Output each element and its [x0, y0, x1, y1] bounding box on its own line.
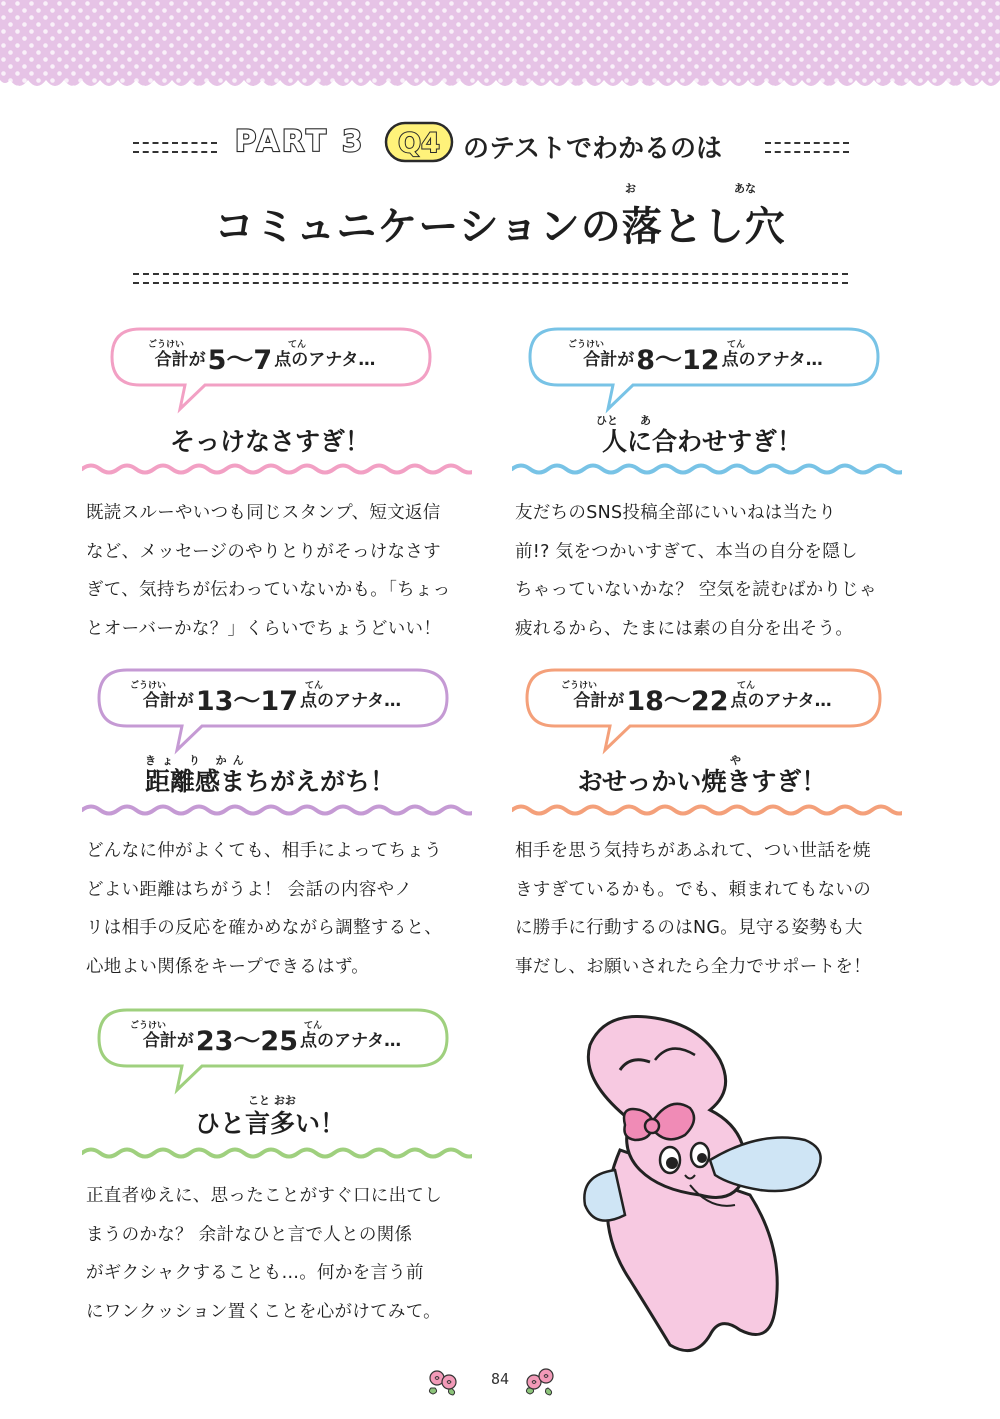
- body-line: きすぎているかも。でも、頼まれてもないの: [515, 879, 871, 900]
- score-bubble-5-7: [110, 327, 440, 395]
- heading-furigana: きょ り かん: [145, 754, 250, 767]
- score-range: 23～25: [195, 1025, 298, 1057]
- q4-badge-label: Q4: [398, 128, 440, 159]
- result-heading-5-7: そっけなさすぎ！: [169, 427, 370, 456]
- wavy-divider-orange: [512, 803, 902, 817]
- result-heading-18-22: おせっかい焼きすぎ！: [577, 767, 827, 796]
- furigana-goukei: ごうけい: [568, 340, 605, 350]
- score-prefix: 合計が: [154, 349, 206, 370]
- score-suffix: 点のアナタ…: [300, 690, 402, 711]
- wavy-divider-pink: [82, 462, 472, 476]
- page-title: コミュニケーションの落とし穴: [214, 204, 786, 250]
- body-line: 既読スルーやいつも同じスタンプ、短文返信: [86, 503, 441, 523]
- heading-furigana: こと おお: [248, 1094, 296, 1107]
- result-body-18-22: [515, 832, 907, 986]
- score-suffix: 点のアナタ…: [721, 349, 823, 370]
- result-heading-13-17: 距離感まちがえがち！: [144, 767, 395, 796]
- wavy-divider-blue: [512, 462, 902, 476]
- result-body-23-25: [86, 1177, 478, 1331]
- score-prefix: 合計が: [583, 349, 635, 370]
- title-furigana-ana: あな: [734, 182, 756, 195]
- score-prefix: 合計が: [142, 690, 194, 711]
- body-line: どんなに仲がよくても、相手によってちょう: [86, 841, 442, 861]
- result-body-8-12: [515, 494, 907, 648]
- furigana-goukei: ごうけい: [130, 681, 167, 691]
- body-line: ぎて、気持ちが伝わっていないかも。「ちょっ: [86, 580, 451, 600]
- score-range: 5～7: [207, 344, 273, 376]
- body-line: 心地よい関係をキープできるはず。: [86, 956, 370, 977]
- score-suffix: 点のアナタ…: [274, 349, 376, 370]
- result-heading-23-25: ひと言多い！: [194, 1109, 345, 1138]
- result-heading-8-12: 人に合わせすぎ！: [601, 427, 802, 456]
- rose-ornament-right-icon: [522, 1362, 558, 1398]
- body-line: どよい距離はちがうよ！ 会話の内容やノ: [86, 879, 413, 900]
- header-left-rule: [133, 142, 217, 153]
- score-bubble-23-25: [97, 1008, 427, 1076]
- page-number: 84: [490, 1370, 510, 1388]
- rose-ornament-left-icon: [425, 1362, 461, 1398]
- heading-furigana: ひと あ: [596, 414, 651, 427]
- wavy-divider-purple: [82, 803, 472, 817]
- furigana-ten: てん: [305, 681, 324, 691]
- q4-badge: [384, 121, 454, 163]
- score-bubble-8-12: [528, 327, 858, 395]
- score-range: 13～17: [195, 685, 298, 717]
- result-body-13-17: [86, 832, 478, 986]
- heading-furigana: や: [730, 754, 741, 767]
- body-line: 正直者ゆえに、思ったことがすぐ口に出てし: [86, 1186, 442, 1206]
- score-range: 18～22: [626, 685, 729, 717]
- body-line: 相手を思う気持ちがあふれて、つい世話を焼: [515, 841, 871, 861]
- wavy-divider-green: [82, 1146, 472, 1160]
- furigana-goukei: ごうけい: [148, 340, 185, 350]
- score-bubble-13-17: [97, 668, 427, 736]
- score-suffix: 点のアナタ…: [300, 1030, 402, 1051]
- furigana-ten: てん: [737, 681, 756, 691]
- furigana-goukei: ごうけい: [130, 1021, 167, 1031]
- furigana-ten: てん: [288, 340, 307, 350]
- body-line: にワンクッション置くことを心がけてみて。: [86, 1301, 441, 1322]
- score-suffix: 点のアナタ…: [730, 690, 832, 711]
- top-decorative-band: [0, 0, 1000, 95]
- body-line: とオーバーかな？」くらいでちょうどいい！: [86, 618, 442, 639]
- body-line: 疲れるから、たまには素の自分を出そう。: [515, 618, 854, 639]
- body-line: など、メッセージのやりとりがそっけなさす: [86, 541, 441, 562]
- furigana-goukei: ごうけい: [561, 681, 598, 691]
- body-line: 事だし、お願いされたら全力でサポートを！: [515, 956, 871, 977]
- body-line: ちゃっていないかな？ 空気を読むばかりじゃ: [515, 580, 877, 600]
- body-line: に勝手に行動するのはNG。見守る姿勢も大: [515, 918, 863, 938]
- pink-character-illustration: [560, 1000, 880, 1360]
- body-line: がギクシャクすることも…。何かを言う前: [86, 1263, 424, 1283]
- score-bubble-18-22: [525, 668, 855, 736]
- body-line: リは相手の反応を確かめながら調整すると、: [86, 918, 442, 938]
- furigana-ten: てん: [304, 1021, 323, 1031]
- header-subtitle: のテストでわかるのは: [463, 134, 722, 164]
- furigana-ten: てん: [727, 340, 746, 350]
- title-underline-rule: [133, 273, 848, 284]
- score-prefix: 合計が: [142, 1030, 194, 1051]
- part-label: PART 3: [235, 124, 366, 158]
- score-prefix: 合計が: [573, 690, 625, 711]
- header-right-rule: [765, 142, 849, 153]
- result-body-5-7: [86, 494, 478, 648]
- body-line: まうのかな？ 余計なひと言で人との関係: [86, 1224, 413, 1245]
- body-line: 前!? 気をつかいすぎて、本当の自分を隠し: [515, 541, 858, 562]
- score-range: 8～12: [636, 344, 720, 376]
- title-furigana-o: お: [625, 182, 636, 195]
- body-line: 友だちのSNS投稿全部にいいねは当たり: [515, 503, 837, 523]
- section-header: [0, 118, 1000, 168]
